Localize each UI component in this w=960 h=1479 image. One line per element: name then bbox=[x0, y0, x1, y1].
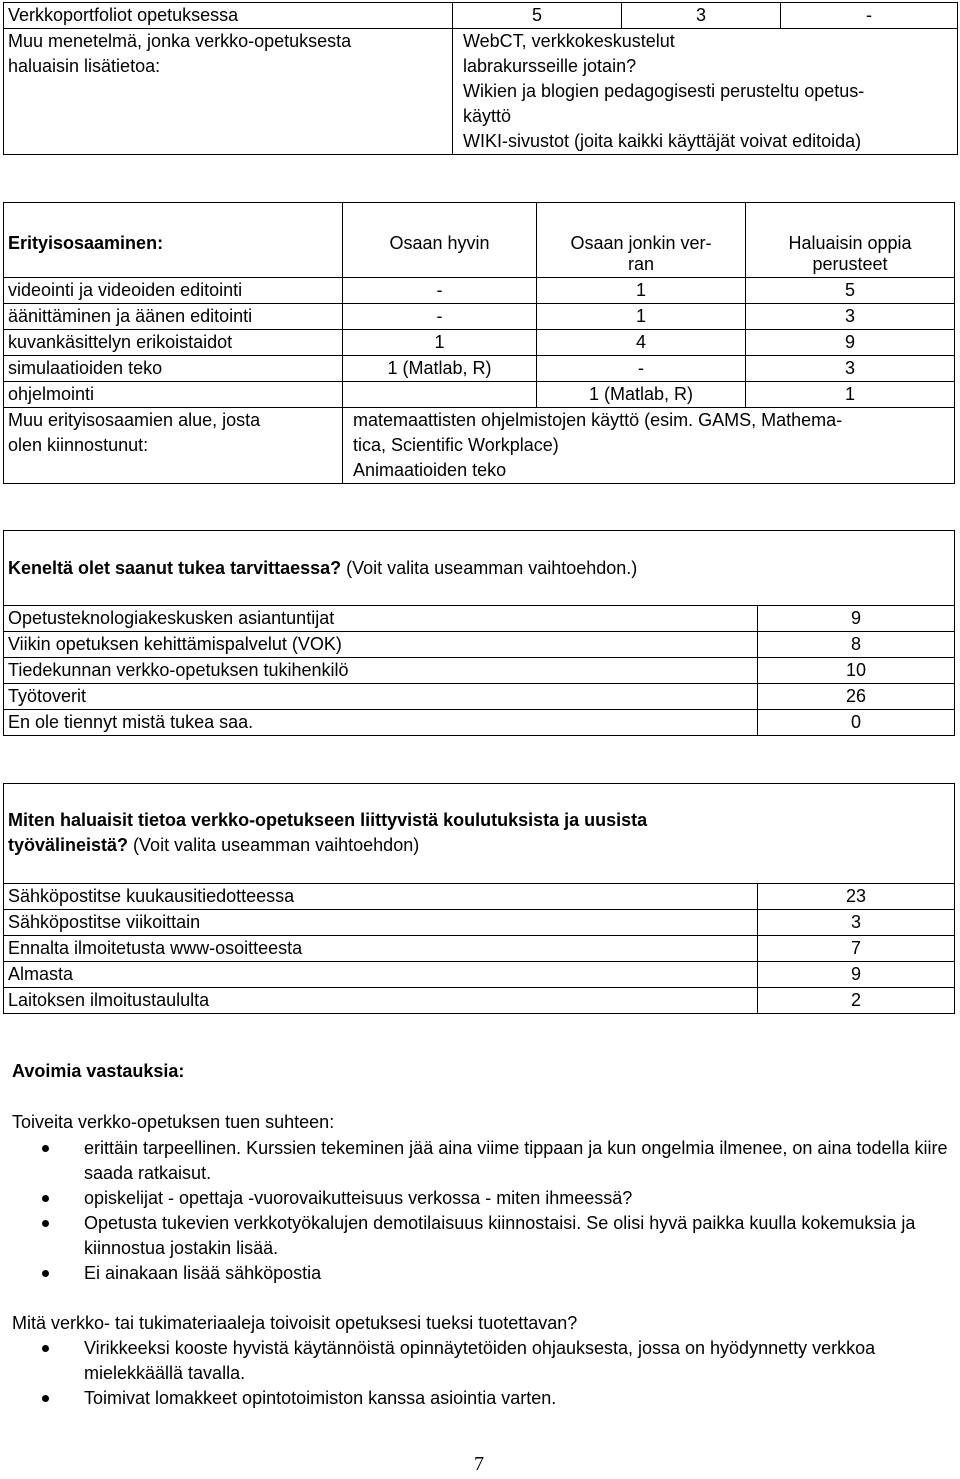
question-bold: Keneltä olet saanut tukea tarvittaessa? bbox=[8, 557, 342, 578]
col-header bbox=[537, 203, 746, 278]
list-item bbox=[12, 1136, 954, 1186]
answer-list-1 bbox=[12, 1136, 954, 1286]
table-row bbox=[4, 356, 955, 382]
text-line: Osaan jonkin ver- bbox=[570, 233, 712, 253]
row-label: äänittäminen ja äänen editointi bbox=[4, 304, 343, 330]
cell-value: 7 bbox=[758, 936, 955, 962]
other-skill-value bbox=[343, 408, 955, 484]
row-label: Sähköpostitse kuukausitiedotteessa bbox=[4, 884, 758, 910]
text-line: perusteet bbox=[812, 254, 888, 274]
info-table bbox=[3, 783, 955, 1014]
row-label: Almasta bbox=[4, 962, 758, 988]
support-table bbox=[3, 530, 955, 736]
cell-value: 1 bbox=[746, 382, 955, 408]
bullet-icon bbox=[42, 1345, 49, 1352]
cell-value: 9 bbox=[746, 330, 955, 356]
table-row bbox=[4, 936, 955, 962]
cell-value: 3 bbox=[758, 910, 955, 936]
table-row bbox=[4, 658, 955, 684]
text-line: tica, Scientific Workplace) bbox=[353, 435, 559, 455]
cell-value: 9 bbox=[758, 962, 955, 988]
list-item bbox=[12, 1186, 954, 1211]
row-label: kuvankäsittelyn erikoistaidot bbox=[4, 330, 343, 356]
table-row bbox=[4, 962, 955, 988]
text-line: labrakursseille jotain? bbox=[463, 56, 637, 76]
table-row bbox=[4, 988, 955, 1014]
text-line: käyttö bbox=[463, 106, 512, 126]
table-row bbox=[4, 278, 955, 304]
text-line: Muu erityisosaamien alue, josta bbox=[8, 410, 261, 430]
bullet-icon bbox=[42, 1145, 49, 1152]
row-label: ohjelmointi bbox=[4, 382, 343, 408]
other-skill-label bbox=[4, 408, 343, 484]
row-label: Verkkoportfoliot opetuksessa bbox=[4, 3, 453, 29]
bullet-icon bbox=[42, 1195, 49, 1202]
text-line: Haluaisin oppia bbox=[788, 233, 912, 253]
list-item bbox=[12, 1386, 954, 1411]
bullet-icon bbox=[42, 1220, 49, 1227]
table-row bbox=[4, 382, 955, 408]
row-label: videointi ja videoiden editointi bbox=[4, 278, 343, 304]
col-header: Osaan hyvin bbox=[343, 203, 537, 278]
cell-value: 3 bbox=[746, 304, 955, 330]
cell-value: 9 bbox=[758, 606, 955, 632]
text-line: matemaattisten ohjelmistojen käyttö (esim. GAMS, Mathema- bbox=[353, 410, 843, 430]
support-question bbox=[4, 531, 955, 606]
info-question bbox=[4, 784, 955, 884]
table-row bbox=[4, 684, 955, 710]
cell-value: 1 bbox=[537, 278, 746, 304]
table-row bbox=[4, 910, 955, 936]
table-row bbox=[4, 29, 958, 155]
text-line: WIKI-sivustot (joita kaikki käyttäjät voivat editoida) bbox=[463, 131, 862, 151]
cell-value: - bbox=[781, 3, 958, 29]
table-row bbox=[4, 606, 955, 632]
other-method-value bbox=[453, 29, 958, 155]
cell-value: 10 bbox=[758, 658, 955, 684]
text-line: haluaisin lisätietoa: bbox=[8, 56, 161, 76]
table-row bbox=[4, 304, 955, 330]
list-item bbox=[12, 1336, 954, 1386]
text-line: Muu menetelmä, jonka verkko-opetuksesta bbox=[8, 31, 352, 51]
answer-text: Opetusta tukevien verkkotyökalujen demotilaisuus kiinnostaisi. Se olisi hyvä paikka kuulla kokemuksia ja kiinnostua jostakin lisää. bbox=[84, 1213, 916, 1258]
table-row bbox=[4, 3, 958, 29]
table-row bbox=[4, 710, 955, 736]
question-row bbox=[4, 531, 955, 606]
question-1: Toiveita verkko-opetuksen tuen suhteen: bbox=[12, 1112, 335, 1132]
cell-value: 2 bbox=[758, 988, 955, 1014]
skills-title: Erityisosaaminen: bbox=[4, 203, 343, 278]
text-line: Animaatioiden teko bbox=[353, 460, 507, 480]
cell-value: 3 bbox=[746, 356, 955, 382]
cell-value: 5 bbox=[746, 278, 955, 304]
row-label: Tiedekunnan verkko-opetuksen tukihenkilö bbox=[4, 658, 758, 684]
table-header-row bbox=[4, 203, 955, 278]
cell-value: - bbox=[343, 304, 537, 330]
question-2: Mitä verkko- tai tukimateriaaleja toivoisit opetuksesi tueksi tuotettavan? bbox=[12, 1313, 578, 1333]
other-method-label bbox=[4, 29, 453, 155]
cell-value: - bbox=[537, 356, 746, 382]
row-label: Opetusteknologiakeskusken asiantuntijat bbox=[4, 606, 758, 632]
page-number: 7 bbox=[474, 1453, 484, 1475]
cell-value: 4 bbox=[537, 330, 746, 356]
table-row bbox=[4, 408, 955, 484]
cell-value: 0 bbox=[758, 710, 955, 736]
table-row bbox=[4, 632, 955, 658]
text-line: olen kiinnostunut: bbox=[8, 435, 149, 455]
answer-text: Toimivat lomakkeet opintotoimiston kanssa asiointia varten. bbox=[84, 1388, 557, 1408]
text-line: ran bbox=[627, 254, 654, 274]
row-label: Työtoverit bbox=[4, 684, 758, 710]
open-answers-heading: Avoimia vastauksia: bbox=[12, 1061, 185, 1081]
cell-value: 1 bbox=[343, 330, 537, 356]
cell-value: 1 (Matlab, R) bbox=[343, 356, 537, 382]
cell-value: 3 bbox=[622, 3, 781, 29]
cell-value: 8 bbox=[758, 632, 955, 658]
list-item bbox=[12, 1211, 954, 1261]
row-label: En ole tiennyt mistä tukea saa. bbox=[4, 710, 758, 736]
answer-text: erittäin tarpeellinen. Kurssien tekeminen jää aina viime tippaan ja kun ongelmia ilmenee, on aina todella kiire saada ratkaisut. bbox=[84, 1138, 948, 1183]
answer-text: Ei ainakaan lisää sähköpostia bbox=[84, 1263, 322, 1283]
row-label: simulaatioiden teko bbox=[4, 356, 343, 382]
answer-text: Virikkeeksi kooste hyvistä käytännöistä opinnäytetöiden ohjauksesta, jossa on hyödynnetty verkkoa mielekkäällä tavalla. bbox=[84, 1338, 876, 1383]
row-label: Laitoksen ilmoitustaululta bbox=[4, 988, 758, 1014]
bullet-icon bbox=[42, 1395, 49, 1402]
cell-value bbox=[343, 382, 537, 408]
answer-list-2 bbox=[12, 1336, 954, 1411]
question-bold: työvälineistä? bbox=[8, 835, 129, 855]
skills-table bbox=[3, 202, 955, 484]
row-label: Ennalta ilmoitetusta www-osoitteesta bbox=[4, 936, 758, 962]
bullet-icon bbox=[42, 1270, 49, 1277]
col-header bbox=[746, 203, 955, 278]
cell-value: 26 bbox=[758, 684, 955, 710]
question-text: (Voit valita useamman vaihtoehdon) bbox=[128, 835, 420, 855]
text-line: Wikien ja blogien pedagogisesti perusteltu opetus- bbox=[463, 81, 865, 101]
row-label: Sähköpostitse viikoittain bbox=[4, 910, 758, 936]
answer-text: opiskelijat - opettaja -vuorovaikutteisuus verkossa - miten ihmeessä? bbox=[84, 1188, 633, 1208]
cell-value: 1 bbox=[537, 304, 746, 330]
cell-value: 23 bbox=[758, 884, 955, 910]
question-text: (Voit valita useamman vaihtoehdon.) bbox=[341, 557, 638, 578]
cell-value: 5 bbox=[453, 3, 622, 29]
text-line: WebCT, verkkokeskustelut bbox=[463, 31, 675, 51]
list-item bbox=[12, 1261, 954, 1286]
row-label: Viikin opetuksen kehittämispalvelut (VOK) bbox=[4, 632, 758, 658]
table-row bbox=[4, 330, 955, 356]
question-bold: Miten haluaisit tietoa verkko-opetukseen liittyvistä koulutuksista ja uusista bbox=[8, 810, 648, 830]
cell-value: - bbox=[343, 278, 537, 304]
question-row bbox=[4, 784, 955, 884]
table-row bbox=[4, 884, 955, 910]
top-table bbox=[3, 2, 958, 155]
cell-value: 1 (Matlab, R) bbox=[537, 382, 746, 408]
